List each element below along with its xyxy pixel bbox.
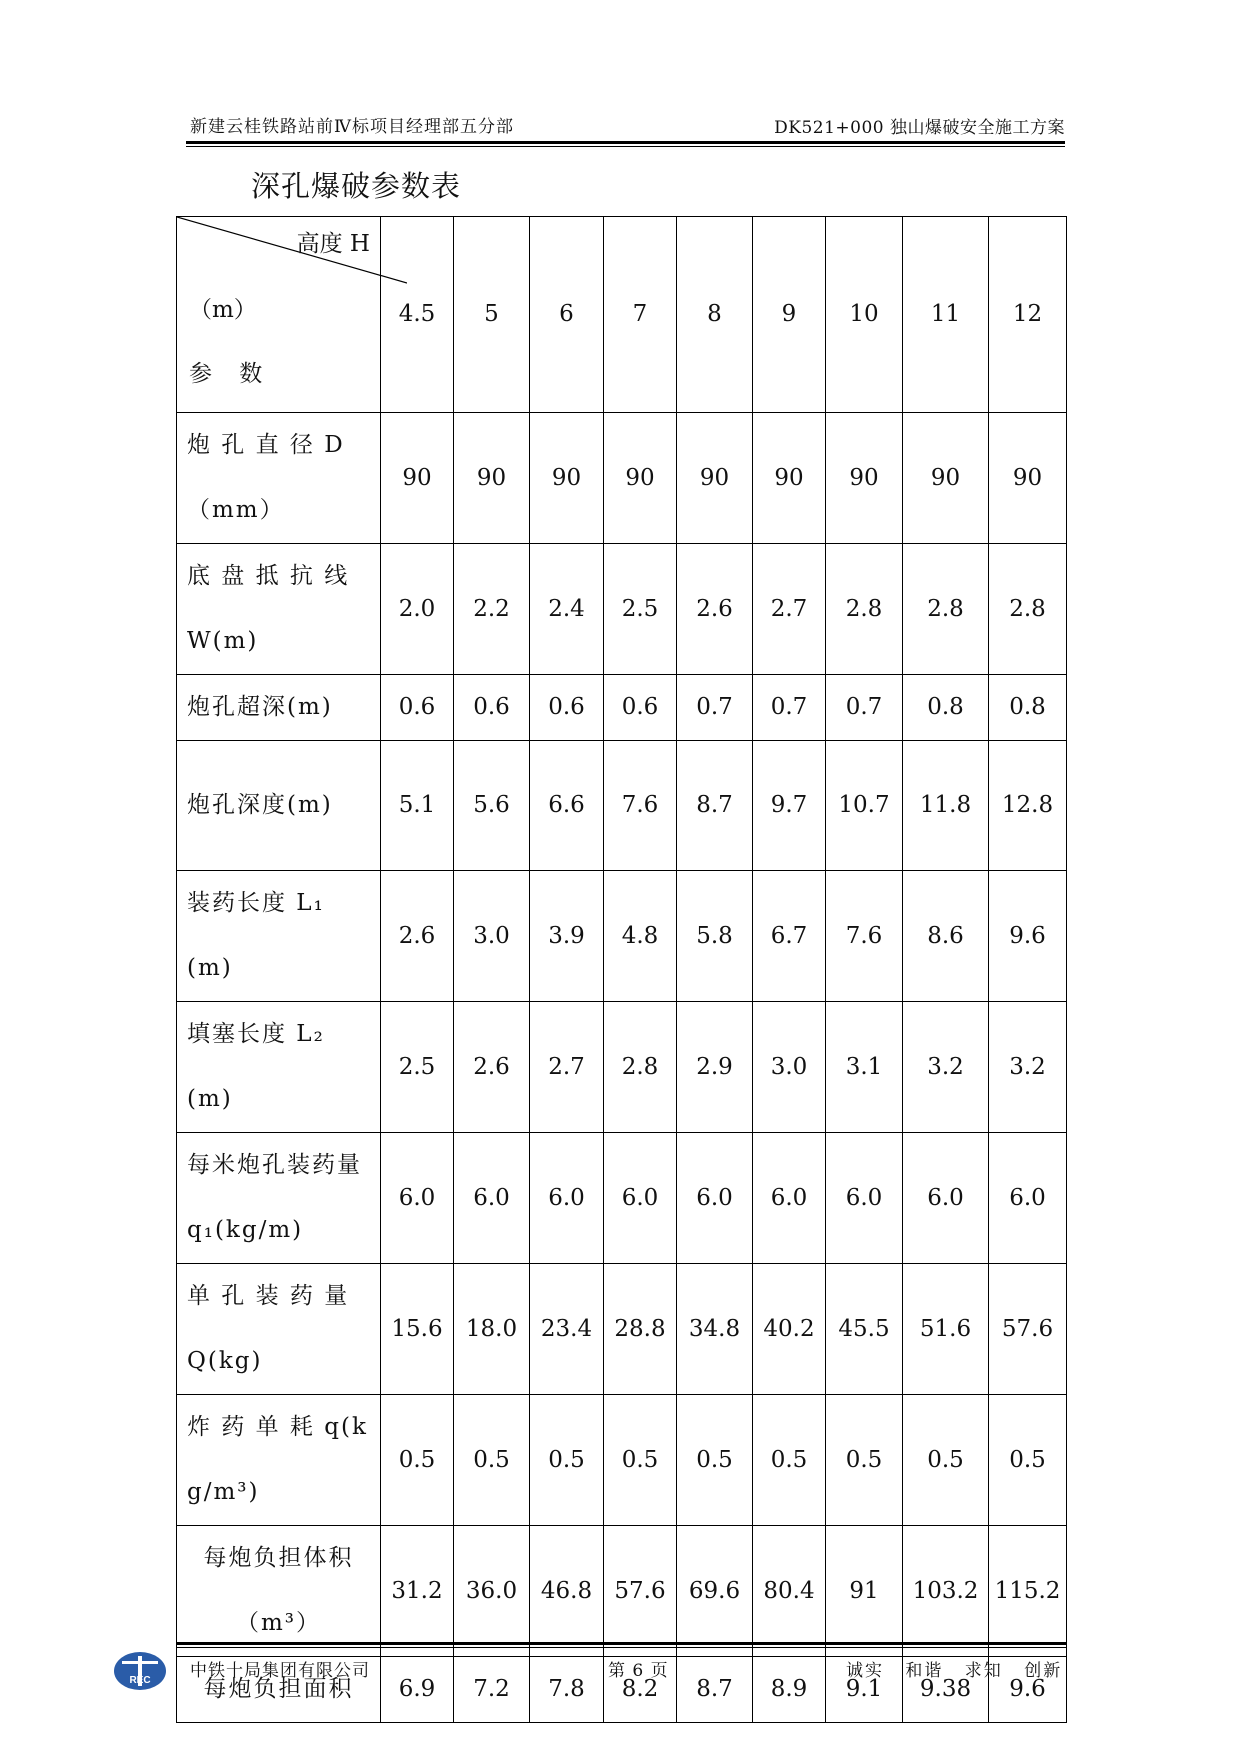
value-cell: 7.2 (454, 1657, 530, 1723)
height-cell: 4.5 (381, 217, 454, 413)
value-cell: 90 (677, 413, 753, 544)
row-label: 炸 药 单 耗 q(kg/m³) (177, 1395, 381, 1526)
value-cell: 2.7 (753, 544, 826, 675)
table-row (177, 1395, 1067, 1526)
company-logo-icon (112, 1650, 168, 1692)
header-project-name: 新建云桂铁路站前Ⅳ标项目经理部五分部 (190, 117, 514, 137)
value-cell: 28.8 (604, 1264, 677, 1395)
value-cell: 0.5 (903, 1395, 989, 1526)
value-cell: 15.6 (381, 1264, 454, 1395)
corner-cell (177, 217, 381, 413)
parameter-rows (177, 413, 1067, 1723)
height-cell: 10 (826, 217, 903, 413)
height-cell: 6 (530, 217, 604, 413)
value-cell: 7.8 (530, 1657, 604, 1723)
value-cell: 6.6 (530, 741, 604, 871)
value-cell: 8.6 (903, 871, 989, 1002)
header-document-title: DK521+000 独山爆破安全施工方案 (774, 118, 1065, 138)
value-cell: 9.6 (989, 1657, 1067, 1723)
value-cell: 6.0 (903, 1133, 989, 1264)
value-cell: 0.7 (826, 675, 903, 741)
value-cell: 36.0 (454, 1526, 530, 1657)
header-rule-thin (186, 146, 1065, 147)
value-cell: 11.8 (903, 741, 989, 871)
value-cell: 8.7 (677, 741, 753, 871)
value-cell: 0.5 (604, 1395, 677, 1526)
value-cell: 90 (381, 413, 454, 544)
svg-text:REC: REC (129, 1675, 151, 1686)
value-cell: 0.6 (604, 675, 677, 741)
value-cell: 57.6 (604, 1526, 677, 1657)
footer-company: 中铁十局集团有限公司 (190, 1661, 370, 1681)
row-label: 底 盘 抵 抗 线 W(m) (177, 544, 381, 675)
value-cell: 0.5 (381, 1395, 454, 1526)
value-cell: 0.6 (530, 675, 604, 741)
value-cell: 31.2 (381, 1526, 454, 1657)
row-label: 炮孔超深(m) (177, 675, 381, 741)
table-row (177, 1002, 1067, 1133)
value-cell: 0.5 (530, 1395, 604, 1526)
table-row (177, 741, 1067, 871)
value-cell: 0.6 (381, 675, 454, 741)
value-cell: 34.8 (677, 1264, 753, 1395)
height-cell: 9 (753, 217, 826, 413)
footer-rule (176, 1642, 1066, 1645)
value-cell: 6.0 (989, 1133, 1067, 1264)
row-label: 单 孔 装 药 量 Q(kg) (177, 1264, 381, 1395)
footer-motto: 诚实 和谐 求知 创新 (846, 1661, 1063, 1681)
value-cell: 3.9 (530, 871, 604, 1002)
value-cell: 6.0 (826, 1133, 903, 1264)
height-cell: 11 (903, 217, 989, 413)
value-cell: 2.8 (604, 1002, 677, 1133)
value-cell: 7.6 (826, 871, 903, 1002)
value-cell: 6.0 (677, 1133, 753, 1264)
table-row (177, 544, 1067, 675)
value-cell: 46.8 (530, 1526, 604, 1657)
row-label: 炮孔深度(m) (177, 741, 381, 871)
value-cell: 91 (826, 1526, 903, 1657)
table-row (177, 1133, 1067, 1264)
value-cell: 40.2 (753, 1264, 826, 1395)
value-cell: 8.9 (753, 1657, 826, 1723)
value-cell: 18.0 (454, 1264, 530, 1395)
value-cell: 80.4 (753, 1526, 826, 1657)
header-rule (186, 141, 1065, 144)
value-cell: 45.5 (826, 1264, 903, 1395)
value-cell: 6.0 (381, 1133, 454, 1264)
blasting-parameter-table (176, 216, 1067, 1723)
value-cell: 6.0 (753, 1133, 826, 1264)
value-cell: 0.5 (989, 1395, 1067, 1526)
value-cell: 8.2 (604, 1657, 677, 1723)
height-cell: 12 (989, 217, 1067, 413)
value-cell: 4.8 (604, 871, 677, 1002)
value-cell: 0.7 (677, 675, 753, 741)
value-cell: 0.7 (753, 675, 826, 741)
value-cell: 2.6 (454, 1002, 530, 1133)
value-cell: 90 (604, 413, 677, 544)
value-cell: 6.0 (604, 1133, 677, 1264)
value-cell: 2.2 (454, 544, 530, 675)
value-cell: 90 (826, 413, 903, 544)
value-cell: 0.8 (989, 675, 1067, 741)
value-cell: 2.6 (381, 871, 454, 1002)
value-cell: 90 (989, 413, 1067, 544)
corner-unit-label: （m） (189, 297, 257, 323)
value-cell: 3.2 (903, 1002, 989, 1133)
value-cell: 7.6 (604, 741, 677, 871)
row-label: 炮 孔 直 径 D（mm） (177, 413, 381, 544)
height-cell: 7 (604, 217, 677, 413)
value-cell: 0.6 (454, 675, 530, 741)
value-cell: 3.0 (454, 871, 530, 1002)
value-cell: 6.0 (454, 1133, 530, 1264)
value-cell: 2.7 (530, 1002, 604, 1133)
row-label: 每炮负担面积 (177, 1657, 381, 1723)
value-cell: 6.0 (530, 1133, 604, 1264)
value-cell: 0.5 (677, 1395, 753, 1526)
table-row (177, 675, 1067, 741)
table-title: 深孔爆破参数表 (251, 169, 462, 203)
value-cell: 12.8 (989, 741, 1067, 871)
header-row (177, 217, 1067, 413)
value-cell: 0.5 (826, 1395, 903, 1526)
height-cell: 5 (454, 217, 530, 413)
value-cell: 5.1 (381, 741, 454, 871)
value-cell: 8.7 (677, 1657, 753, 1723)
value-cell: 90 (530, 413, 604, 544)
value-cell: 9.7 (753, 741, 826, 871)
value-cell: 57.6 (989, 1264, 1067, 1395)
value-cell: 90 (903, 413, 989, 544)
value-cell: 2.5 (381, 1002, 454, 1133)
row-label: 每炮负担体积（m³） (177, 1526, 381, 1657)
value-cell: 10.7 (826, 741, 903, 871)
value-cell: 5.8 (677, 871, 753, 1002)
height-cell: 8 (677, 217, 753, 413)
value-cell: 69.6 (677, 1526, 753, 1657)
value-cell: 3.0 (753, 1002, 826, 1133)
value-cell: 103.2 (903, 1526, 989, 1657)
table-row (177, 1526, 1067, 1657)
value-cell: 0.5 (753, 1395, 826, 1526)
value-cell: 3.1 (826, 1002, 903, 1133)
value-cell: 9.1 (826, 1657, 903, 1723)
corner-param-label: 参 数 (189, 361, 273, 387)
value-cell: 3.2 (989, 1002, 1067, 1133)
value-cell: 9.6 (989, 871, 1067, 1002)
value-cell: 2.8 (989, 544, 1067, 675)
value-cell: 9.38 (903, 1657, 989, 1723)
value-cell: 2.4 (530, 544, 604, 675)
table-row (177, 413, 1067, 544)
row-label: 每米炮孔装药量 q₁(kg/m) (177, 1133, 381, 1264)
value-cell: 2.5 (604, 544, 677, 675)
diagonal-divider (177, 217, 407, 287)
value-cell: 2.8 (903, 544, 989, 675)
footer-rule-thin (176, 1647, 1066, 1648)
value-cell: 51.6 (903, 1264, 989, 1395)
value-cell: 23.4 (530, 1264, 604, 1395)
footer-page-number: 第 6 页 (608, 1661, 669, 1681)
row-label: 填塞长度 L₂(m) (177, 1002, 381, 1133)
value-cell: 2.0 (381, 544, 454, 675)
value-cell: 90 (454, 413, 530, 544)
value-cell: 115.2 (989, 1526, 1067, 1657)
row-label: 装药长度 L₁(m) (177, 871, 381, 1002)
value-cell: 6.7 (753, 871, 826, 1002)
value-cell: 6.9 (381, 1657, 454, 1723)
value-cell: 0.8 (903, 675, 989, 741)
value-cell: 2.6 (677, 544, 753, 675)
corner-height-label: 高度 H (296, 231, 370, 257)
value-cell: 0.5 (454, 1395, 530, 1526)
value-cell: 2.9 (677, 1002, 753, 1133)
value-cell: 5.6 (454, 741, 530, 871)
table-row (177, 1264, 1067, 1395)
value-cell: 90 (753, 413, 826, 544)
value-cell: 2.8 (826, 544, 903, 675)
table-row (177, 871, 1067, 1002)
